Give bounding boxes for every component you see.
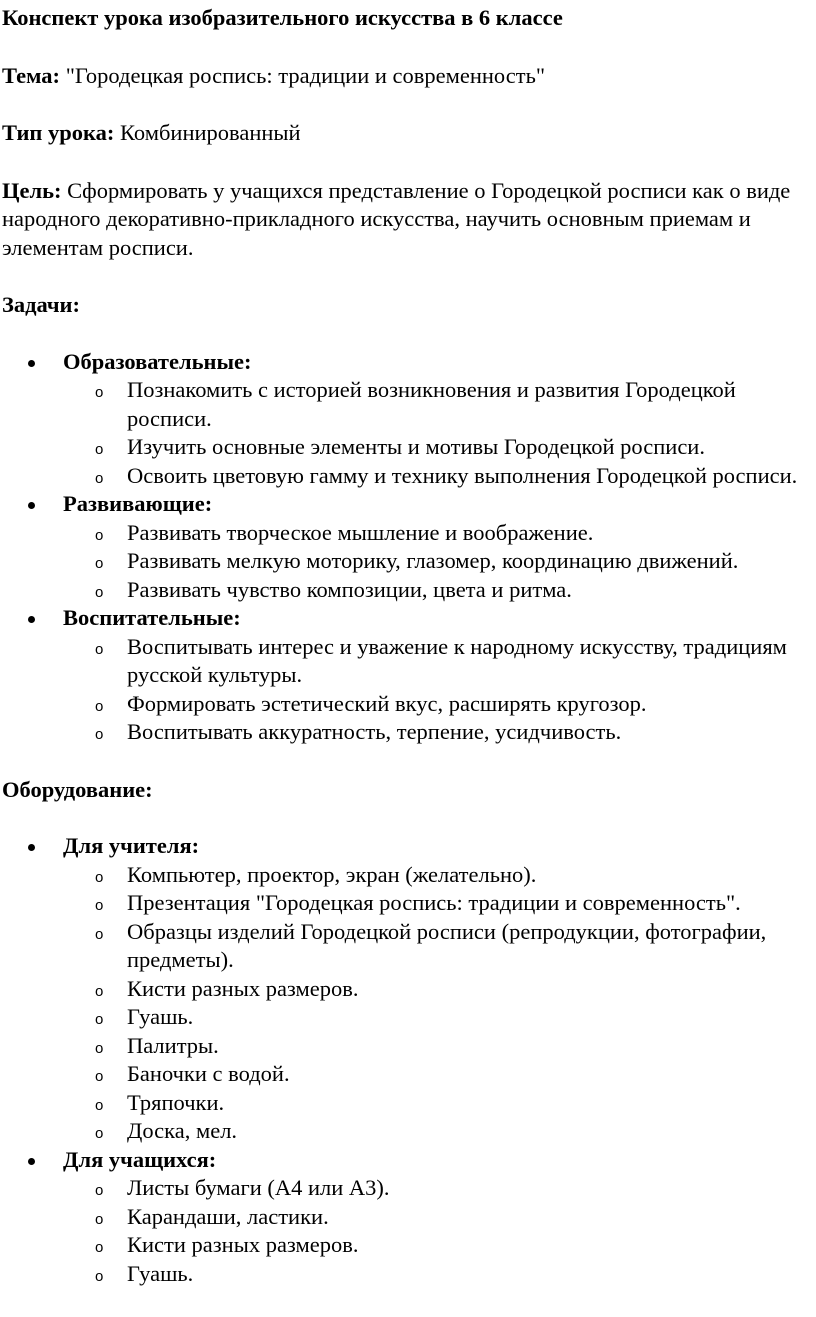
tasks-group-label: Образовательные: <box>63 348 252 374</box>
circle-bullet-icon: o <box>95 897 104 914</box>
circle-bullet-icon: o <box>95 640 104 658</box>
lesson-type-label: Тип урока: <box>2 120 115 145</box>
lesson-type-value: Комбинированный <box>120 120 301 145</box>
list-item-text: Баночки с водой. <box>127 1061 290 1086</box>
tasks-sublist <box>63 633 812 747</box>
tasks-sublist <box>63 376 812 490</box>
circle-bullet-icon: o <box>95 469 104 487</box>
bullet-icon <box>28 502 35 509</box>
list-item <box>63 889 812 918</box>
goal-paragraph <box>2 177 812 263</box>
equipment-list <box>2 832 812 1288</box>
circle-bullet-icon: o <box>95 1210 104 1228</box>
circle-bullet-icon: o <box>95 1267 104 1285</box>
equipment-group <box>2 1146 812 1289</box>
list-item <box>63 1117 812 1146</box>
lesson-type-line <box>2 119 812 148</box>
circle-bullet-icon: o <box>95 1068 104 1085</box>
list-item <box>63 1203 812 1232</box>
list-item <box>63 718 812 747</box>
list-item <box>63 433 812 462</box>
equipment-sublist <box>63 861 812 1146</box>
list-item <box>63 1003 812 1032</box>
list-item-text: Компьютер, проектор, экран (желательно). <box>127 861 537 887</box>
tasks-group <box>2 348 812 491</box>
list-item <box>63 1060 812 1089</box>
list-item-text: Развивать творческое мышление и воображение. <box>127 519 594 545</box>
circle-bullet-icon: o <box>95 925 104 943</box>
list-item <box>63 1174 812 1203</box>
tasks-heading: Задачи: <box>2 292 81 317</box>
equipment-group-label: Для учащихся: <box>63 1146 217 1172</box>
list-item <box>63 376 812 433</box>
list-item-text: Кисти разных размеров. <box>127 975 359 1001</box>
circle-bullet-icon: o <box>95 1125 104 1142</box>
goal-label: Цель: <box>2 177 62 203</box>
circle-bullet-icon: o <box>95 726 104 743</box>
list-item <box>63 1089 812 1118</box>
circle-bullet-icon: o <box>95 697 104 715</box>
list-item <box>63 861 812 890</box>
circle-bullet-icon: o <box>95 868 104 886</box>
topic-value: "Городецкая роспись: традиции и современность" <box>65 62 546 88</box>
list-item <box>63 462 812 491</box>
equipment-heading: Оборудование: <box>2 776 153 802</box>
list-item <box>63 690 812 719</box>
equipment-sublist <box>63 1174 812 1288</box>
circle-bullet-icon: o <box>95 441 104 458</box>
circle-bullet-icon: o <box>95 982 104 1000</box>
goal-value: Сформировать у учащихся представление о Городецкой росписи как о виде народного декоративно-прикладного искусства, научить основным приемам и элементам росписи. <box>2 177 791 260</box>
tasks-sublist <box>63 519 812 605</box>
list-item-text: Воспитывать аккуратность, терпение, усидчивость. <box>127 719 622 744</box>
circle-bullet-icon: o <box>95 1039 104 1057</box>
list-item <box>63 519 812 548</box>
list-item <box>63 1032 812 1061</box>
list-item-text: Листы бумаги (А4 или А3). <box>127 1175 390 1200</box>
list-item-text: Презентация "Городецкая роспись: традиции и современность". <box>127 890 741 915</box>
bullet-icon <box>28 616 35 623</box>
list-item-text: Развивать чувство композиции, цвета и ритма. <box>127 576 572 602</box>
bullet-icon <box>28 1158 35 1165</box>
bullet-icon <box>28 844 35 851</box>
tasks-group-label: Развивающие: <box>63 491 213 516</box>
tasks-group-label: Воспитательные: <box>63 605 241 630</box>
list-item-text: Формировать эстетический вкус, расширять кругозор. <box>127 690 647 716</box>
document-title: Конспект урока изобразительного искусства в 6 классе <box>2 5 563 30</box>
circle-bullet-icon: o <box>95 583 104 601</box>
list-item <box>63 918 812 975</box>
list-item-text: Освоить цветовую гамму и технику выполнения Городецкой росписи. <box>127 462 798 488</box>
circle-bullet-icon: o <box>95 1182 104 1199</box>
list-item-text: Развивать мелкую моторику, глазомер, координацию движений. <box>127 548 739 573</box>
list-item-text: Гуашь. <box>127 1260 194 1286</box>
circle-bullet-icon: o <box>95 555 104 572</box>
list-item-text: Изучить основные элементы и мотивы Городецкой росписи. <box>127 434 705 459</box>
equipment-group <box>2 832 812 1146</box>
circle-bullet-icon: o <box>95 1011 104 1028</box>
bullet-icon <box>28 360 35 367</box>
topic-label: Тема: <box>2 62 61 88</box>
circle-bullet-icon: o <box>95 1096 104 1114</box>
list-item <box>63 633 812 690</box>
circle-bullet-icon: o <box>95 526 104 544</box>
list-item <box>63 1260 812 1289</box>
list-item <box>63 1231 812 1260</box>
circle-bullet-icon: o <box>95 1239 104 1256</box>
list-item-text: Кисти разных размеров. <box>127 1232 359 1257</box>
circle-bullet-icon: o <box>95 384 104 401</box>
list-item <box>63 975 812 1004</box>
list-item-text: Образцы изделий Городецкой росписи (репродукции, фотографии, предметы). <box>127 918 767 972</box>
list-item-text: Палитры. <box>127 1032 219 1058</box>
equipment-group-label: Для учителя: <box>63 833 200 858</box>
list-item <box>63 576 812 605</box>
list-item-text: Гуашь. <box>127 1004 194 1029</box>
list-item <box>63 547 812 576</box>
list-item-text: Познакомить с историей возникновения и развития Городецкой росписи. <box>127 377 736 431</box>
tasks-group <box>2 604 812 747</box>
tasks-group <box>2 490 812 604</box>
tasks-list <box>2 348 812 747</box>
list-item-text: Тряпочки. <box>127 1089 225 1115</box>
topic-line <box>2 62 812 91</box>
list-item-text: Карандаши, ластики. <box>127 1203 329 1229</box>
list-item-text: Доска, мел. <box>127 1118 238 1143</box>
list-item-text: Воспитывать интерес и уважение к народному искусству, традициям русской культуры. <box>127 633 787 687</box>
